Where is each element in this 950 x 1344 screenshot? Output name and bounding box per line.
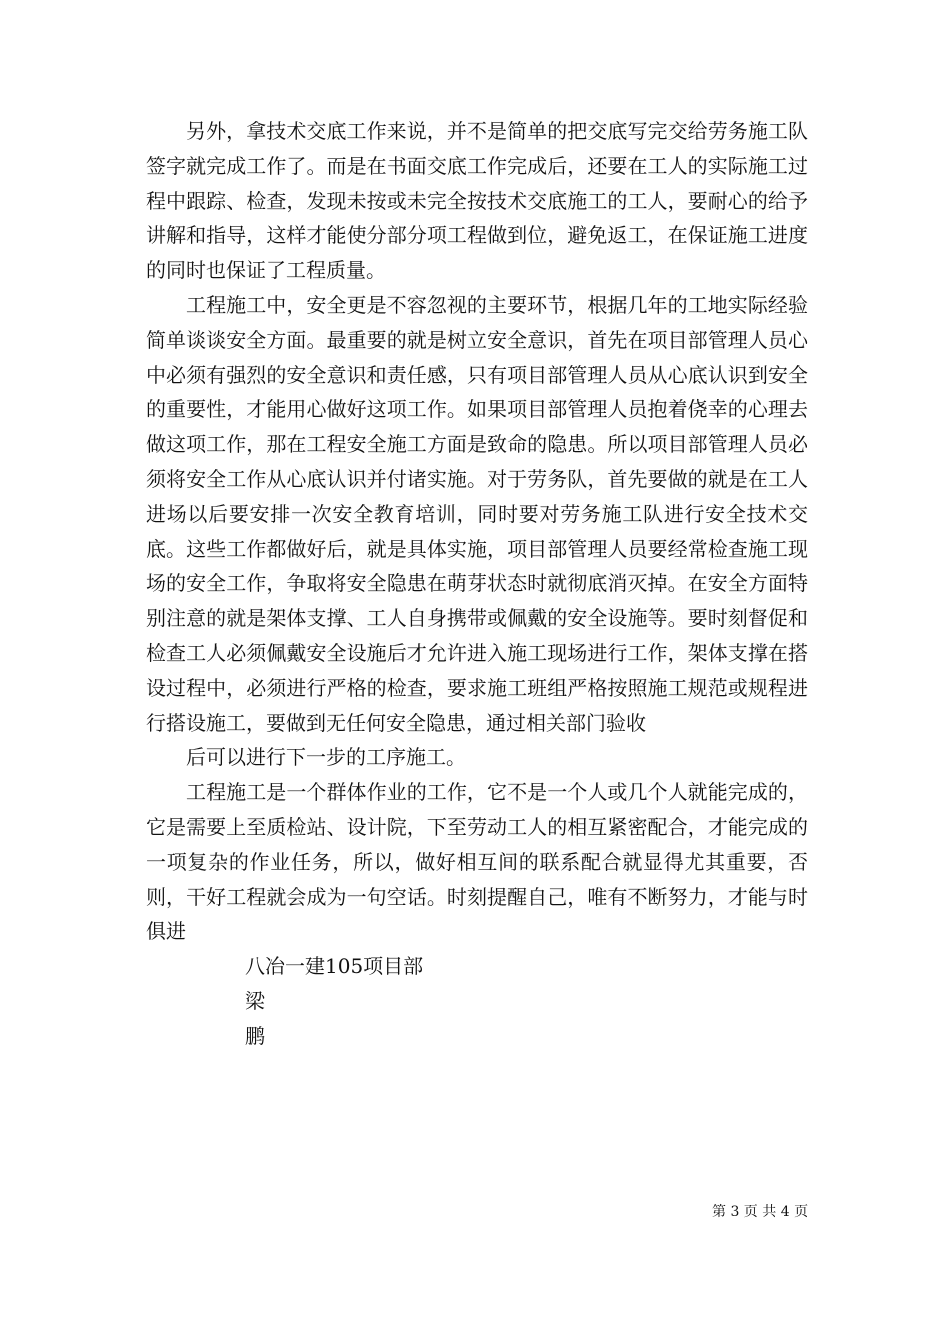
page-number-footer: 第 3 页 共 4 页 [712,1204,809,1220]
signature-organization: 八冶一建105项目部 [245,954,424,979]
paragraph-teamwork: 工程施工是一个群体作业的工作，它不是一个人或几个人就能完成的，它是需要上至质检站、设计院，下至劳动工人的相互紧密配合，才能完成的一项复杂的作业任务，所以，做好相互间的联系配合就显得尤其重要，否则，干好工程就会成为一句空话。时刻提醒自己，唯有不断努力，才能与时俱进 [146,780,808,944]
signature-name-char-2: 鹏 [245,1023,265,1048]
signature-name-char-1: 梁 [245,988,265,1013]
paragraph-safety-continued: 后可以进行下一步的工序施工。 [186,745,466,770]
paragraph-technical-briefing: 另外，拿技术交底工作来说，并不是简单的把交底写完交给劳务施工队签字就完成工作了。而是在书面交底工作完成后，还要在工人的实际施工过程中跟踪、检查，发现未按或未完全按技术交底施工的工人，要耐心的给予讲解和指导，这样才能使分部分项工程做到位，避免返工，在保证施工进度的同时也保证了工程质量。 [146,119,808,283]
paragraph-safety: 工程施工中，安全更是不容忽视的主要环节，根据几年的工地实际经验简单谈谈安全方面。最重要的就是树立安全意识，首先在项目部管理人员心中必须有强烈的安全意识和责任感，只有项目部管理人员从心底认识到安全的重要性，才能用心做好这项工作。如果项目部管理人员抱着侥幸的心理去做这项工作，那在工程安全施工方面是致命的隐患。所以项目部管理人员必须将安全工作从心底认识并付诸实施。对于劳务队，首先要做的就是在工人进场以后要安排一次安全教育培训，同时要对劳务施工队进行安全技术交底。这些工作都做好后，就是具体实施，项目部管理人员要经常检查施工现场的安全工作，争取将安全隐患在萌芽状态时就彻底消灭掉。在安全方面特别注意的就是架体支撑、工人自身携带或佩戴的安全设施等。要时刻督促和检查工人必须佩戴安全设施后才允许进入施工现场进行工作，架体支撑在搭设过程中，必须进行严格的检查，要求施工班组严格按照施工规范或规程进行搭设施工，要做到无任何安全隐患，通过相关部门验收 [146,292,808,735]
document-body [146,114,808,1054]
